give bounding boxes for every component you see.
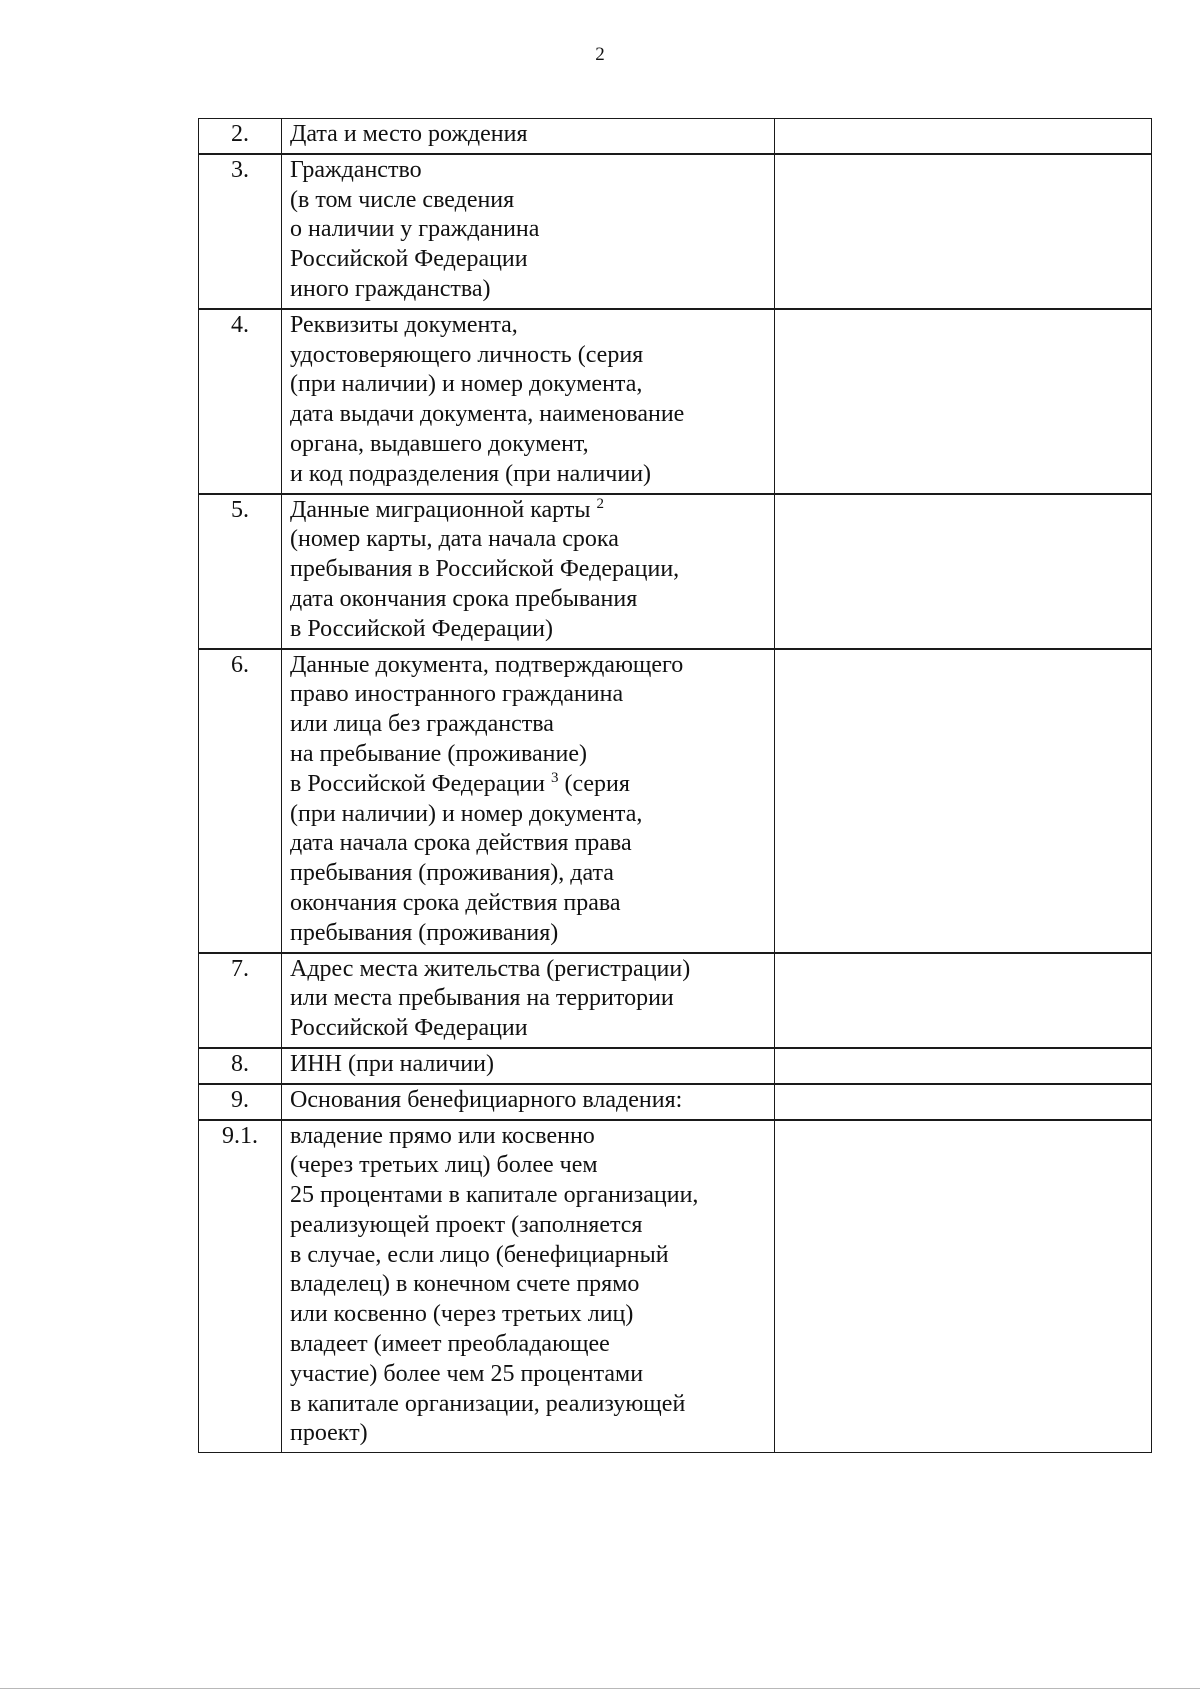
row-label-text: (серия (при наличии) и номер документа, дата начала срока действия права пребывания (проживания), дата окончания срока действия права пребывания (проживания) [290, 770, 643, 946]
table-row [199, 1120, 1152, 1453]
row-label: Гражданство (в том числе сведения о наличии у гражданина Российской Федерации иного гражданства) [282, 154, 775, 309]
table-row [199, 1084, 1152, 1120]
page-number: 2 [595, 44, 605, 65]
row-label-text: (номер карты, дата начала срока пребывания в Российской Федерации, дата окончания срока пребывания в Российской Федерации) [290, 526, 680, 642]
table-row [199, 154, 1152, 309]
row-number: 4. [199, 309, 282, 494]
row-value-cell[interactable] [775, 649, 1152, 953]
row-number: 6. [199, 649, 282, 953]
row-value-cell[interactable] [775, 309, 1152, 494]
row-value-cell[interactable] [775, 1084, 1152, 1120]
row-label: ИНН (при наличии) [282, 1048, 775, 1084]
row-number: 9. [199, 1084, 282, 1120]
row-value-cell[interactable] [775, 119, 1152, 154]
table-row [199, 953, 1152, 1048]
scan-edge-line [0, 1688, 1200, 1689]
row-label: Адрес места жительства (регистрации) или места пребывания на территории Российской Федерации [282, 953, 775, 1048]
row-label [282, 494, 775, 649]
table-row [199, 494, 1152, 649]
table-row [199, 1048, 1152, 1084]
footnote-marker: 3 [550, 769, 559, 786]
row-value-cell[interactable] [775, 953, 1152, 1048]
row-label [282, 649, 775, 953]
row-label: Дата и место рождения [282, 119, 775, 154]
table-row [199, 119, 1152, 154]
row-value-cell[interactable] [775, 494, 1152, 649]
row-label: Реквизиты документа, удостоверяющего личность (серия (при наличии) и номер документа, дата выдачи документа, наименование органа, выдавшего документ, и код подразделения (при наличии) [282, 309, 775, 494]
row-number: 2. [199, 119, 282, 154]
table-row [199, 649, 1152, 953]
row-number: 5. [199, 494, 282, 649]
table-row [199, 309, 1152, 494]
row-value-cell[interactable] [775, 1120, 1152, 1453]
row-number: 7. [199, 953, 282, 1048]
row-label-text: Данные миграционной карты [290, 496, 597, 523]
row-number: 8. [199, 1048, 282, 1084]
row-number: 3. [199, 154, 282, 309]
footnote-marker: 2 [596, 495, 604, 512]
row-label: Основания бенефициарного владения: [282, 1084, 775, 1120]
row-value-cell[interactable] [775, 154, 1152, 309]
beneficiary-info-table [198, 118, 1152, 1453]
row-value-cell[interactable] [775, 1048, 1152, 1084]
row-label-text: Данные документа, подтверждающего право иностранного гражданина или лица без гражданства на пребывание (проживание) в Российской Федерации [290, 651, 684, 797]
row-label: владение прямо или косвенно (через третьих лиц) более чем 25 процентами в капитале организации, реализующей проект (заполняется в случае, если лицо (бенефициарный владелец) в конечном счете прямо или косвенно (через третьих лиц) владеет (имеет преобладающее участие) более чем 25 процентами в капитале организации, реализующей проект) [282, 1120, 775, 1453]
row-number: 9.1. [199, 1120, 282, 1453]
